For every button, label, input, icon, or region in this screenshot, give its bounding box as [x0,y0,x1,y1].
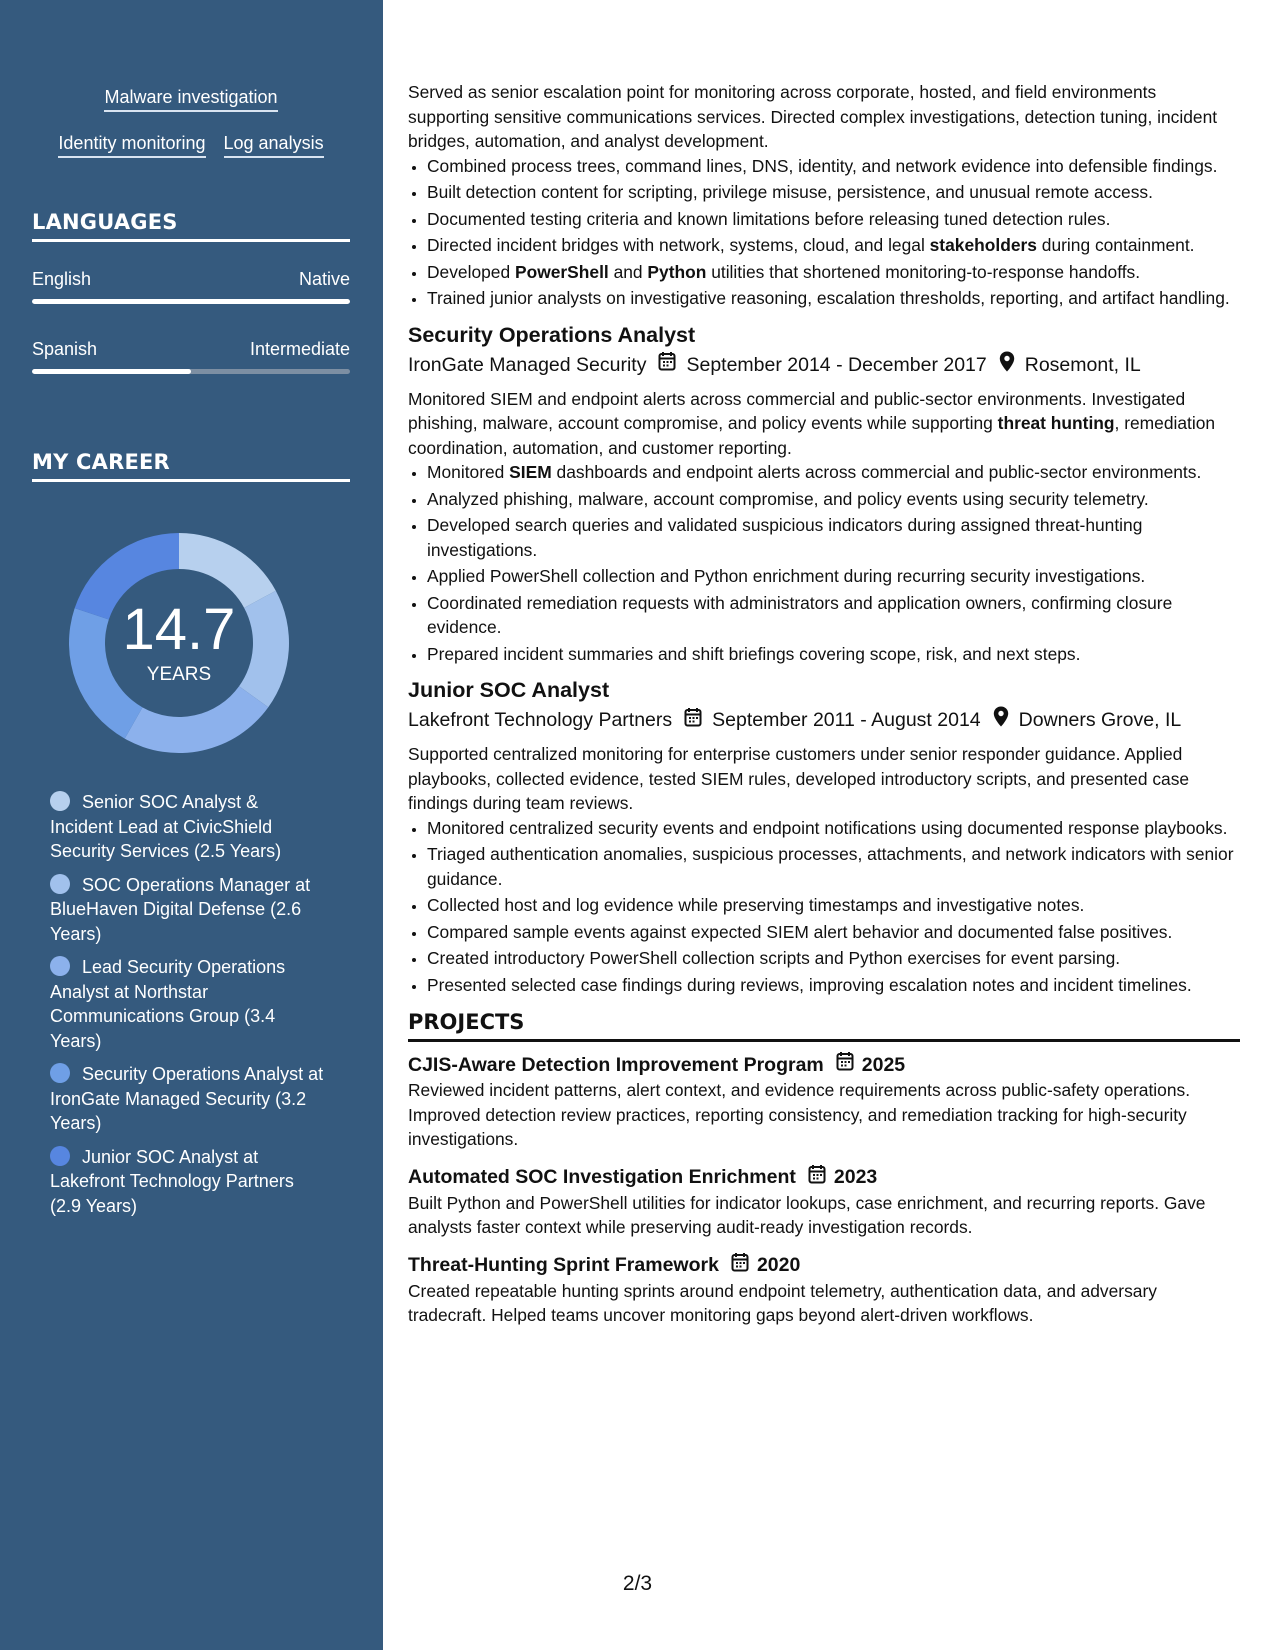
project-title [408,1252,1240,1279]
job-bullet: • Compared sample events against expected SIEM alert behavior and documented false positives. [427,920,1240,945]
job-bullet: • Triaged authentication anomalies, suspicious processes, attachments, and network indicators with senior guidance. [427,842,1240,891]
language-level: Intermediate [249,339,350,359]
career-item-label: Security Operations Analyst at IronGate Managed Security (3.2 Years) [50,1064,324,1133]
project-description: Reviewed incident patterns, alert context, and evidence requirements across public-safety operations. Improved detection review practices, reporting consistency, and remediation tracking for high-security investigations. [408,1080,1191,1149]
job-bullet: • Monitored SIEM dashboards and endpoint alerts across commercial and public-sector environments. [427,460,1240,485]
career-dot-icon [50,874,70,894]
career-item [50,955,325,1053]
project-year: 2023 [833,1166,878,1188]
job-bullet: • Documented testing criteria and known limitations before releasing tuned detection rules. [427,207,1240,232]
language-proficiency-fill [32,369,191,374]
career-item-label: Senior SOC Analyst & Incident Lead at CivicShield Security Services (2.5 Years) [50,792,282,861]
job-bullet: • Built detection content for scripting, privilege misuse, persistence, and unusual remote access. [427,180,1240,205]
language-name: Spanish [32,339,98,359]
career-dot-icon [50,791,70,811]
calendar-icon [731,1252,749,1279]
main-content [408,80,1240,1328]
job-bullet: • Presented selected case findings during reviews, improving escalation notes and incident timelines. [427,973,1240,998]
job-bullet: • Trained junior analysts on investigative reasoning, escalation thresholds, reporting, and artifact handling. [427,286,1240,311]
job-bullet: • Coordinated remediation requests with administrators and application owners, confirming closure evidence. [427,591,1240,640]
job-bullet: • Monitored centralized security events and endpoint notifications using documented response playbooks. [427,816,1240,841]
project-year: 2020 [756,1254,801,1276]
job-bullets [408,816,1240,998]
job-dates: September 2014 - December 2017 [686,353,987,376]
career-item [50,790,325,864]
career-donut-chart [66,530,292,756]
job-location: Downers Grove, IL [1018,709,1182,731]
job-meta [408,706,1240,734]
project-description: Created repeatable hunting sprints around endpoint telemetry, authentication data, and adversary tradecraft. Helped teams uncover monitoring gaps beyond alert-driven workflows. [408,1280,1157,1325]
sidebar [0,0,383,1650]
job-summary: Supported centralized monitoring for enterprise customers under senior responder guidance. Applied playbooks, collected evidence, tested SIEM rules, developed introductory scripts, and presented case findings during team reviews. [408,744,1190,813]
language-spanish [32,338,350,374]
calendar-icon [836,1051,854,1078]
career-dot-icon [50,956,70,976]
career-item-label: Lead Security Operations Analyst at Northstar Communications Group (3.4 Years) [50,957,286,1051]
location-pin-icon [999,351,1015,379]
project-title [408,1051,1240,1078]
project-name: Threat-Hunting Sprint Framework [408,1254,719,1276]
career-list [50,790,325,1227]
career-dot-icon [50,1146,70,1166]
career-dot-icon [50,1063,70,1083]
job-title: Junior SOC Analyst [408,678,610,702]
job-bullet: • Analyzed phishing, malware, account compromise, and policy events using security telemetry. [427,487,1240,512]
job-meta [408,351,1240,379]
calendar-icon [684,707,702,734]
career-total-unit: YEARS [146,664,212,685]
job-bullet: • Combined process trees, command lines, DNS, identity, and network evidence into defensible findings. [427,154,1240,179]
language-level: Native [298,269,350,289]
calendar-icon [808,1164,826,1191]
career-heading: MY CAREER [32,450,350,482]
career-total-years: 14.7 [122,597,236,662]
job-summary: Served as senior escalation point for monitoring across corporate, hosted, and field environments supporting sensitive communications services. Directed complex investigations, detection tuning, incident bridges, automation, and analyst development. [408,82,1218,151]
project-title [408,1164,1240,1191]
language-english [32,268,350,304]
career-item-label: Junior SOC Analyst at Lakefront Technology Partners (2.9 Years) [50,1146,294,1216]
job-bullet: • Collected host and log evidence while preserving timestamps and investigative notes. [427,893,1240,918]
project-name: Automated SOC Investigation Enrichment [408,1166,796,1188]
projects-heading: PROJECTS [408,1009,1240,1042]
company-name: IronGate Managed Security [408,353,647,376]
job-bullet: • Prepared incident summaries and shift briefings covering scope, risk, and next steps. [427,642,1240,667]
job-dates: September 2011 - August 2014 [712,709,981,731]
project-year: 2025 [861,1053,906,1076]
career-item [50,1145,325,1219]
calendar-icon [658,351,676,378]
job-location: Rosemont, IL [1024,353,1141,376]
job-bullets [408,460,1240,666]
career-item [50,1062,325,1136]
job-bullet: • Applied PowerShell collection and Python enrichment during recurring security investigations. [427,564,1240,589]
languages-heading: LANGUAGES [32,210,350,242]
skills-list [32,86,350,178]
job-title: Security Operations Analyst [408,322,696,347]
career-item-label: SOC Operations Manager at BlueHaven Digital Defense (2.6 Years) [50,874,311,944]
skill-tag: Malware investigation [104,86,277,112]
job-bullet: • Directed incident bridges with network, systems, cloud, and legal stakeholders during containment. [427,233,1240,258]
project-description: Built Python and PowerShell utilities for indicator lookups, case enrichment, and recurring reports. Gave analysts faster context while preserving audit-ready investigation records. [408,1192,1206,1237]
project-name: CJIS-Aware Detection Improvement Program [408,1053,824,1076]
language-proficiency-fill [32,299,350,304]
job-bullet: • Developed PowerShell and Python utilities that shortened monitoring-to-response handoffs. [427,260,1240,285]
language-proficiency-bar [32,369,350,374]
language-name: English [32,269,92,289]
job-bullets [408,154,1240,311]
job-bullet: • Developed search queries and validated suspicious indicators during assigned threat-hunting investigations. [427,513,1240,562]
skill-tag: Identity monitoring [58,132,205,158]
career-item [50,873,325,947]
job-summary: Monitored SIEM and endpoint alerts across commercial and public-sector environments. Investigated phishing, malware, account compromise, and policy events while supporting threat hunting, remediation coordination, automation, and customer reporting. [408,388,1216,458]
location-pin-icon [993,706,1009,734]
company-name: Lakefront Technology Partners [408,709,673,731]
skill-tag: Log analysis [224,132,324,158]
language-proficiency-bar [32,299,350,304]
page-number: 2/3 [622,1572,653,1595]
job-bullet: • Created introductory PowerShell collection scripts and Python exercises for event parsing. [427,946,1240,971]
